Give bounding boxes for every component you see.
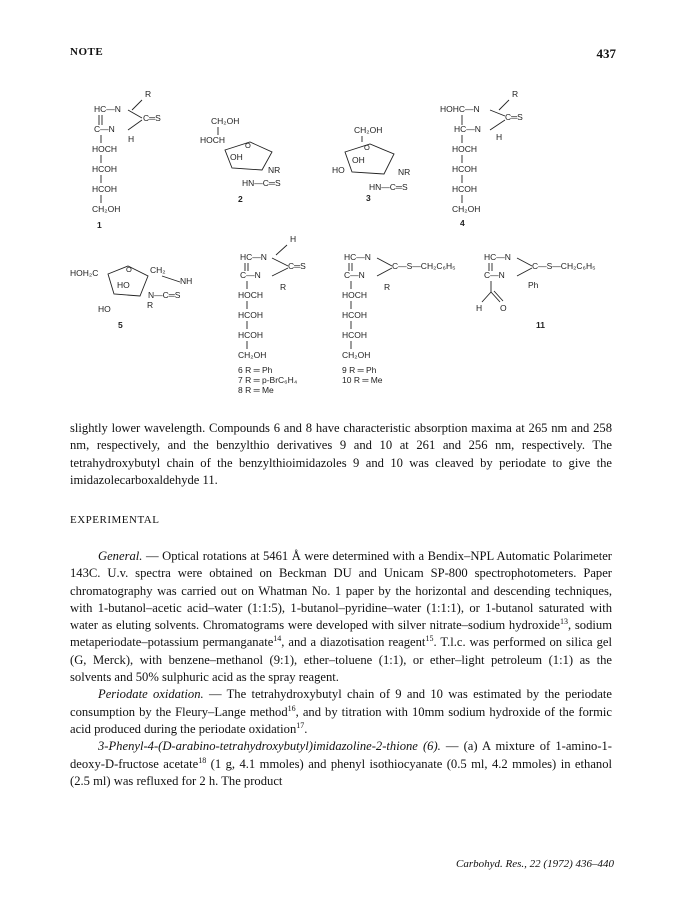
intro-paragraph [70, 420, 612, 489]
svg-text:HCOH: HCOH [92, 164, 118, 174]
svg-text:HC—N: HC—N [344, 252, 371, 262]
structure-2 [200, 116, 281, 204]
ref-13: 13 [559, 617, 568, 626]
svg-text:O: O [126, 265, 132, 274]
svg-text:2: 2 [238, 194, 243, 204]
svg-text:HC—N: HC—N [484, 252, 511, 262]
structure-1 [92, 89, 161, 230]
general-heading: General. [98, 549, 143, 563]
svg-text:HCOH: HCOH [342, 310, 368, 320]
general-text: — Optical rotations at 5461 Å were determined with a Bendix–NPL Automatic Polarimeter 143C. U.v. spectra were obtained on Beckman DU and Unicam SP-800 spectrophotometers. Paper chromatography was carried out on Whatman No. 1 paper by the horizontal and descending techniques, with 1-butanol–acetic acid–water (1:1:5), 1-butanol–pyridine–water (1:1:1), or 1-butanol saturated with water as eluting solvents. Chromatograms were developed with silver nitrate–sodium hydroxide [70, 549, 612, 633]
svg-text:HOCH: HOCH [342, 290, 368, 300]
svg-text:HCOH: HCOH [238, 310, 264, 320]
svg-text:O: O [245, 141, 251, 150]
ref-16: 16 [287, 703, 296, 713]
svg-text:5: 5 [118, 320, 123, 330]
running-header: NOTE [70, 46, 104, 58]
svg-text:R: R [280, 282, 287, 292]
svg-text:NH: NH [180, 276, 193, 286]
svg-text:R: R [145, 89, 152, 99]
general-paragraph [70, 548, 612, 686]
svg-text:HOCH: HOCH [200, 135, 226, 145]
svg-text:HN—C═S: HN—C═S [369, 182, 408, 192]
svg-text:10 R ═ Me: 10 R ═ Me [342, 375, 383, 385]
intro-text: slightly lower wavelength. Compounds 6 and 8 have characteristic absorption maxima at 265 nm and 258 nm, respectively, and the benzylthio derivatives 9 and 10 at 261 and 256 nm, respectively. The tetrahydroxybutyl chain of the benzylthioimidazoles 9 and 10 was cleaved by periodate to give the imidazolecarboxaldehyde 11. [70, 421, 612, 487]
svg-text:HOCH: HOCH [452, 144, 478, 154]
svg-text:OH: OH [352, 155, 365, 165]
svg-text:4: 4 [460, 218, 465, 228]
svg-text:OH: OH [230, 152, 243, 162]
svg-text:HC—N: HC—N [240, 252, 267, 262]
svg-text:C—S—CH₂C₆H₅: C—S—CH₂C₆H₅ [392, 261, 456, 271]
svg-text:9 R ═ Ph: 9 R ═ Ph [342, 365, 377, 375]
svg-text:HCOH: HCOH [92, 184, 118, 194]
svg-text:H: H [496, 132, 503, 142]
svg-text:C═S: C═S [505, 112, 523, 122]
svg-text:HN—C═S: HN—C═S [242, 178, 281, 188]
structure-5 [70, 265, 192, 330]
svg-text:C—N: C—N [484, 270, 505, 280]
ref-17: 17 [296, 720, 305, 730]
svg-text:HC—N: HC—N [454, 124, 481, 134]
svg-text:3: 3 [366, 193, 371, 203]
svg-text:HO: HO [98, 304, 111, 314]
ref-18: 18 [198, 755, 207, 765]
svg-text:HOCH: HOCH [238, 290, 264, 300]
svg-text:O: O [364, 143, 370, 152]
svg-text:7 R ═ p-BrC₆H₄: 7 R ═ p-BrC₆H₄ [238, 375, 298, 385]
svg-text:C═S: C═S [143, 113, 161, 123]
general-text-3: , and a diazotisation reagent [281, 635, 426, 650]
general-text-4: . T.l.c. was performed on silica gel (G, Merck), with benzene–methanol (9:1), ether–toluene (1:1), or ether–light petroleum (1:1) as the solvents and 50% sulphuric acid as the spray reagent. [70, 635, 612, 685]
svg-text:CH₂OH: CH₂OH [354, 125, 383, 135]
svg-text:CH₂OH: CH₂OH [211, 116, 240, 126]
svg-text:HOH₂C: HOH₂C [70, 268, 99, 278]
ref-15: 15 [425, 634, 434, 644]
svg-text:HO: HO [117, 280, 130, 290]
svg-text:6 R ═ Ph: 6 R ═ Ph [238, 365, 273, 375]
svg-text:8 R ═ Me: 8 R ═ Me [238, 385, 274, 395]
svg-text:R: R [147, 300, 154, 310]
svg-text:R: R [384, 282, 391, 292]
svg-text:Ph: Ph [528, 280, 539, 290]
compound6-text-2: (1 g, 4.1 mmoles) and phenyl isothiocyanate (0.5 ml, 4.2 mmoles) in ethanol (2.5 ml) was refluxed for 2 h. The product [70, 756, 613, 788]
structure-4 [440, 89, 523, 228]
structure-11 [476, 252, 596, 330]
structure-9-10 [342, 252, 456, 385]
svg-text:HCOH: HCOH [452, 184, 478, 194]
svg-text:HOCH: HOCH [92, 144, 118, 154]
periodate-paragraph [70, 686, 612, 738]
structure-6-8 [238, 234, 306, 395]
svg-text:C—N: C—N [344, 270, 365, 280]
svg-text:CH₂: CH₂ [150, 265, 166, 275]
compound6-heading: 3-Phenyl-4-(D-arabino-tetrahydroxybutyl)imidazoline-2-thione (6). [98, 739, 441, 754]
svg-text:NR: NR [268, 165, 281, 175]
svg-text:R: R [512, 89, 519, 99]
compound6-paragraph [70, 738, 612, 790]
svg-text:C═S: C═S [288, 261, 306, 271]
svg-text:HCOH: HCOH [452, 164, 478, 174]
svg-text:CH₂OH: CH₂OH [452, 204, 481, 214]
section-title: EXPERIMENTAL [70, 514, 160, 526]
svg-text:1: 1 [97, 220, 102, 230]
periodate-heading: Periodate oxidation. [98, 687, 204, 702]
general-text-2: , sodium metaperiodate–potassium permanganate [70, 618, 612, 650]
periodate-text-2: , and by titration with 10mm sodium hydroxide of the formic acid produced during the periodate oxidation [70, 704, 612, 736]
periodate-text-3: . [304, 721, 308, 736]
svg-text:CH₂OH: CH₂OH [92, 204, 121, 214]
svg-text:HO: HO [332, 165, 345, 175]
svg-text:C—N: C—N [94, 124, 115, 134]
svg-text:HCOH: HCOH [342, 330, 368, 340]
ref-14: 14 [273, 634, 282, 644]
structure-3 [332, 125, 410, 203]
svg-text:H: H [290, 234, 297, 244]
svg-text:HC—N: HC—N [94, 104, 121, 114]
svg-text:CH₂OH: CH₂OH [238, 350, 267, 360]
periodate-text: — The tetrahydroxybutyl chain of 9 and 10 was estimated by the periodate consumption by the Fleury–Lange method [70, 687, 613, 719]
svg-text:11: 11 [536, 320, 545, 330]
svg-text:H: H [128, 134, 135, 144]
page-number: 437 [596, 46, 616, 61]
svg-text:C—S—CH₂C₆H₅: C—S—CH₂C₆H₅ [532, 261, 596, 271]
svg-text:NR: NR [398, 167, 411, 177]
compound6-text: — (a) A mixture of 1-amino-1-deoxy-D-fructose acetate [70, 739, 613, 771]
journal-footer: Carbohyd. Res., 22 (1972) 436–440 [456, 858, 614, 870]
chemical-structures-figure [0, 70, 676, 410]
svg-text:HCOH: HCOH [238, 330, 264, 340]
svg-text:H: H [476, 303, 483, 313]
experimental-body [70, 548, 612, 790]
svg-text:CH₂OH: CH₂OH [342, 350, 371, 360]
svg-text:HOHC—N: HOHC—N [440, 104, 480, 114]
svg-text:N—C═S: N—C═S [148, 290, 181, 300]
svg-text:C—N: C—N [240, 270, 261, 280]
svg-text:O: O [500, 303, 507, 313]
